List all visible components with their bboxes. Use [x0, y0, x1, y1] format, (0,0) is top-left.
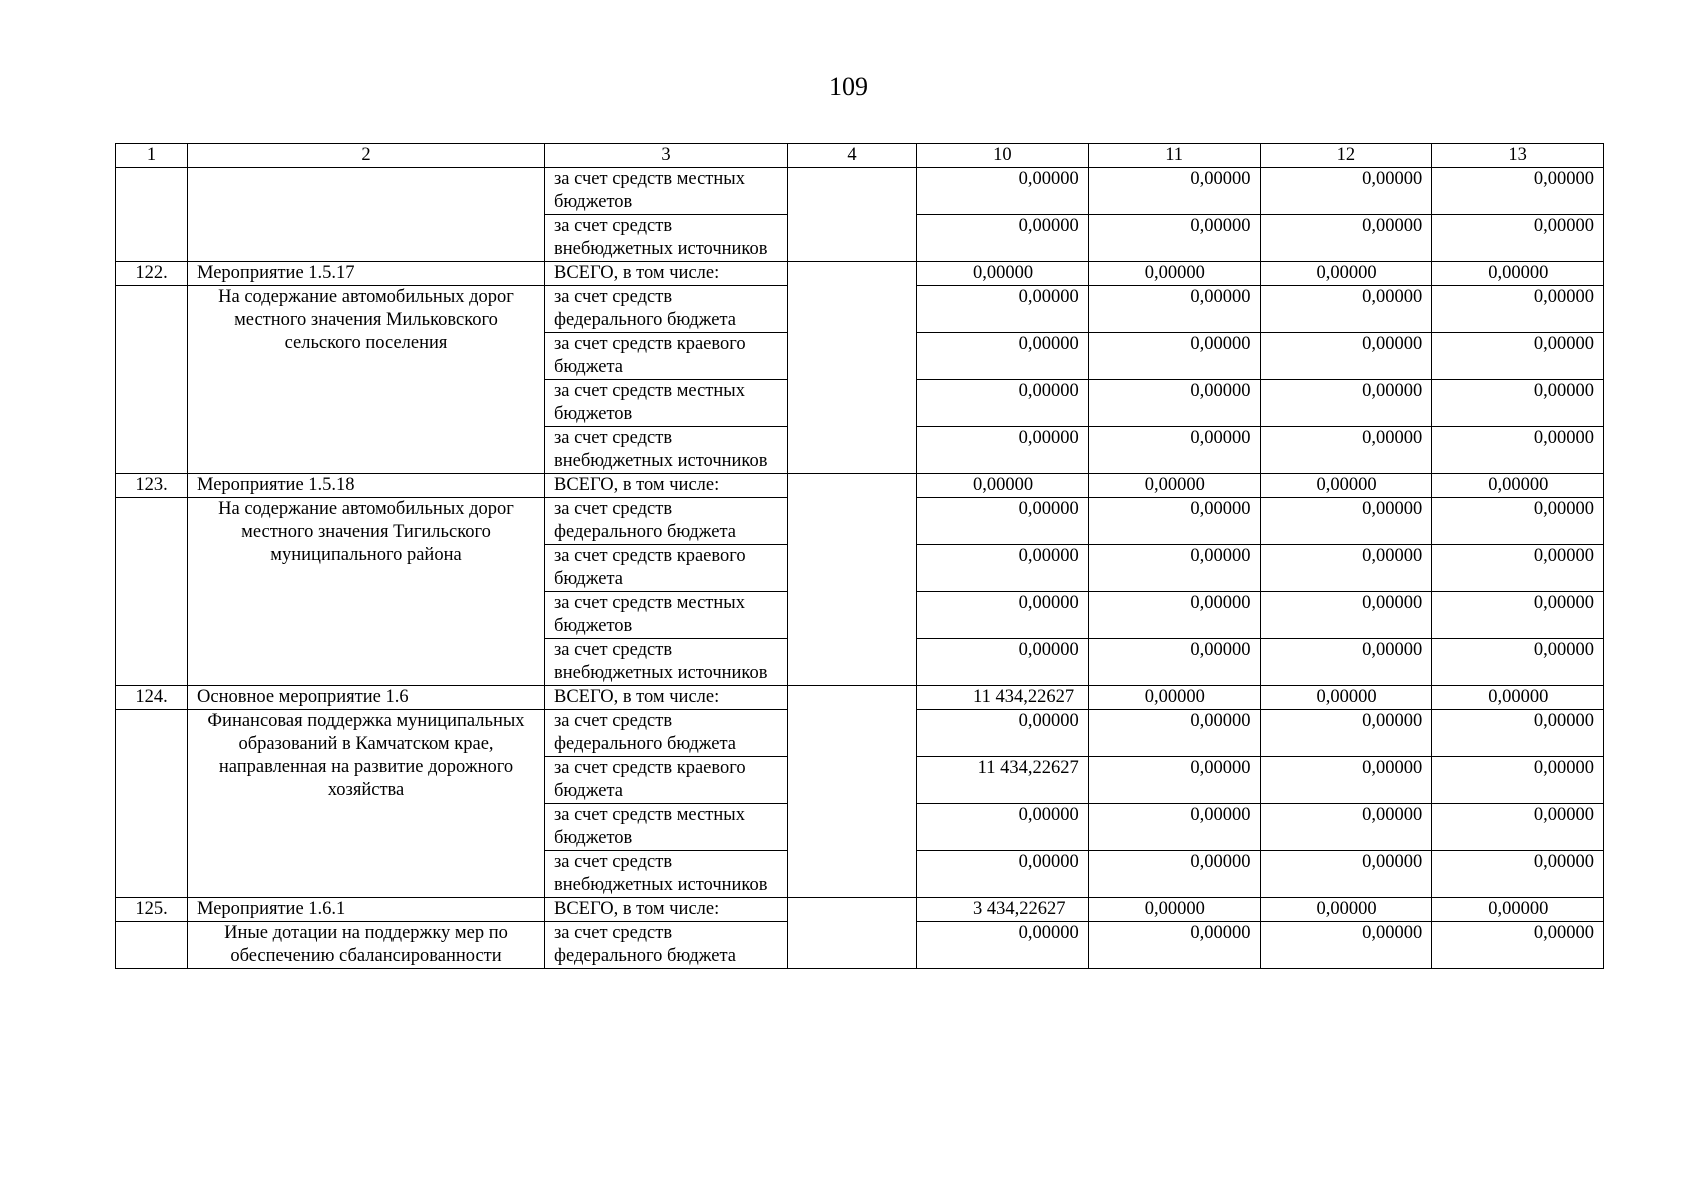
funding-source-cell: за счет средств внебюджетных источников: [545, 427, 788, 474]
row-index: 123.: [116, 474, 188, 498]
index-cell: [116, 710, 188, 898]
total-value-cell: 0,00000: [1432, 686, 1604, 710]
total-value-cell: 0,00000: [1088, 686, 1260, 710]
funding-source-cell: за счет средств федерального бюджета: [545, 922, 788, 969]
value-cell: 0,00000: [1432, 498, 1604, 545]
value-cell: 0,00000: [917, 922, 1089, 969]
value-cell: 0,00000: [1088, 710, 1260, 757]
value-cell: 0,00000: [1432, 333, 1604, 380]
value-cell: 0,00000: [1260, 639, 1432, 686]
value-cell: 0,00000: [1432, 757, 1604, 804]
column-4-cell: [788, 474, 917, 686]
header-cell: 4: [788, 144, 917, 168]
total-value-cell: 0,00000: [1088, 898, 1260, 922]
header-cell: 10: [917, 144, 1089, 168]
value-cell: 0,00000: [917, 215, 1089, 262]
funding-source-cell: за счет средств федерального бюджета: [545, 286, 788, 333]
value-cell: 0,00000: [1432, 427, 1604, 474]
total-label: ВСЕГО, в том числе:: [545, 474, 788, 498]
total-value-cell: 0,00000: [1260, 262, 1432, 286]
funding-source-cell: за счет средств местных бюджетов: [545, 804, 788, 851]
budget-table-body: [116, 144, 1604, 969]
total-value-cell: 0,00000: [1260, 474, 1432, 498]
column-4-cell: [788, 168, 917, 262]
row-index: 122.: [116, 262, 188, 286]
value-cell: 0,00000: [1088, 545, 1260, 592]
value-cell: 0,00000: [917, 286, 1089, 333]
value-cell: 0,00000: [1432, 851, 1604, 898]
description-cell: [188, 168, 545, 262]
table-row-total: [116, 474, 1604, 498]
value-cell: 0,00000: [1088, 215, 1260, 262]
value-cell: 0,00000: [1432, 804, 1604, 851]
value-cell: 0,00000: [917, 498, 1089, 545]
funding-source-cell: за счет средств внебюджетных источников: [545, 851, 788, 898]
header-cell: 13: [1432, 144, 1604, 168]
value-cell: 0,00000: [1260, 427, 1432, 474]
header-cell: 3: [545, 144, 788, 168]
total-value-cell: 0,00000: [1432, 262, 1604, 286]
value-cell: 0,00000: [1260, 804, 1432, 851]
value-cell: 0,00000: [1432, 710, 1604, 757]
value-cell: 0,00000: [917, 380, 1089, 427]
value-cell: 0,00000: [1432, 215, 1604, 262]
page-number: 109: [829, 72, 868, 101]
row-index: 125.: [116, 898, 188, 922]
value-cell: 0,00000: [1088, 851, 1260, 898]
column-4-cell: [788, 262, 917, 474]
funding-source-cell: за счет средств краевого бюджета: [545, 545, 788, 592]
value-cell: 11 434,22627: [917, 757, 1089, 804]
table-row-total: [116, 262, 1604, 286]
header-cell: 11: [1088, 144, 1260, 168]
index-cell: [116, 498, 188, 686]
measure-title: Основное мероприятие 1.6: [188, 686, 545, 710]
value-cell: 0,00000: [917, 545, 1089, 592]
header-cell: 2: [188, 144, 545, 168]
table-row-total: [116, 686, 1604, 710]
value-cell: 0,00000: [1432, 168, 1604, 215]
value-cell: 0,00000: [1088, 592, 1260, 639]
value-cell: 0,00000: [1432, 286, 1604, 333]
value-cell: 0,00000: [1088, 922, 1260, 969]
value-cell: 0,00000: [1260, 922, 1432, 969]
value-cell: 0,00000: [1432, 545, 1604, 592]
funding-source-cell: за счет средств краевого бюджета: [545, 757, 788, 804]
row-index: 124.: [116, 686, 188, 710]
budget-table: [115, 143, 1604, 969]
value-cell: 0,00000: [1260, 380, 1432, 427]
funding-source-cell: за счет средств местных бюджетов: [545, 380, 788, 427]
value-cell: 0,00000: [1260, 710, 1432, 757]
total-value-cell: 0,00000: [1260, 686, 1432, 710]
measure-description: На содержание автомобильных дорог местного значения Мильковского сельского поселения: [188, 286, 545, 474]
total-value-cell: 0,00000: [1260, 898, 1432, 922]
value-cell: 0,00000: [917, 710, 1089, 757]
value-cell: 0,00000: [917, 168, 1089, 215]
header-cell: 1: [116, 144, 188, 168]
value-cell: 0,00000: [1432, 592, 1604, 639]
value-cell: 0,00000: [1088, 498, 1260, 545]
value-cell: 0,00000: [1260, 592, 1432, 639]
value-cell: 0,00000: [1260, 851, 1432, 898]
funding-source-cell: за счет средств федерального бюджета: [545, 498, 788, 545]
measure-title: Мероприятие 1.6.1: [188, 898, 545, 922]
measure-description: Финансовая поддержка муниципальных образований в Камчатском крае, направленная на развитие дорожного хозяйства: [188, 710, 545, 898]
funding-source-cell: за счет средств краевого бюджета: [545, 333, 788, 380]
value-cell: 0,00000: [917, 333, 1089, 380]
value-cell: 0,00000: [1260, 168, 1432, 215]
value-cell: 0,00000: [917, 804, 1089, 851]
measure-title: Мероприятие 1.5.18: [188, 474, 545, 498]
total-value-cell: 0,00000: [917, 262, 1089, 286]
value-cell: 0,00000: [1260, 286, 1432, 333]
value-cell: 0,00000: [1088, 804, 1260, 851]
table-row-total: [116, 898, 1604, 922]
value-cell: 0,00000: [1088, 333, 1260, 380]
total-value-cell: 0,00000: [1088, 262, 1260, 286]
value-cell: 0,00000: [917, 427, 1089, 474]
value-cell: 0,00000: [1432, 380, 1604, 427]
funding-source-cell: за счет средств местных бюджетов: [545, 168, 788, 215]
index-cell: [116, 286, 188, 474]
total-value-cell: 0,00000: [1432, 898, 1604, 922]
value-cell: 0,00000: [1088, 380, 1260, 427]
total-value-cell: 0,00000: [917, 474, 1089, 498]
funding-source-cell: за счет средств внебюджетных источников: [545, 639, 788, 686]
header-cell: 12: [1260, 144, 1432, 168]
measure-title: Мероприятие 1.5.17: [188, 262, 545, 286]
value-cell: 0,00000: [917, 639, 1089, 686]
funding-source-cell: за счет средств федерального бюджета: [545, 710, 788, 757]
value-cell: 0,00000: [1088, 286, 1260, 333]
value-cell: 0,00000: [917, 592, 1089, 639]
value-cell: 0,00000: [917, 851, 1089, 898]
value-cell: 0,00000: [1432, 922, 1604, 969]
value-cell: 0,00000: [1260, 215, 1432, 262]
header-row: [116, 144, 1604, 168]
index-cell: [116, 922, 188, 969]
index-cell: [116, 168, 188, 262]
value-cell: 0,00000: [1260, 333, 1432, 380]
funding-source-cell: за счет средств местных бюджетов: [545, 592, 788, 639]
value-cell: 0,00000: [1088, 639, 1260, 686]
value-cell: 0,00000: [1432, 639, 1604, 686]
column-4-cell: [788, 686, 917, 898]
value-cell: 0,00000: [1088, 427, 1260, 474]
total-label: ВСЕГО, в том числе:: [545, 686, 788, 710]
value-cell: 0,00000: [1260, 498, 1432, 545]
value-cell: 0,00000: [1088, 168, 1260, 215]
measure-description: На содержание автомобильных дорог местного значения Тигильского муниципального района: [188, 498, 545, 686]
total-label: ВСЕГО, в том числе:: [545, 898, 788, 922]
value-cell: 0,00000: [1260, 757, 1432, 804]
table-row: [116, 168, 1604, 215]
total-label: ВСЕГО, в том числе:: [545, 262, 788, 286]
value-cell: 0,00000: [1260, 545, 1432, 592]
total-value-cell: 0,00000: [1432, 474, 1604, 498]
total-value-cell: 0,00000: [1088, 474, 1260, 498]
total-value-cell: 3 434,22627: [917, 898, 1089, 922]
column-4-cell: [788, 898, 917, 969]
measure-description: Иные дотации на поддержку мер по обеспечению сбалансированности: [188, 922, 545, 969]
total-value-cell: 11 434,22627: [917, 686, 1089, 710]
funding-source-cell: за счет средств внебюджетных источников: [545, 215, 788, 262]
value-cell: 0,00000: [1088, 757, 1260, 804]
